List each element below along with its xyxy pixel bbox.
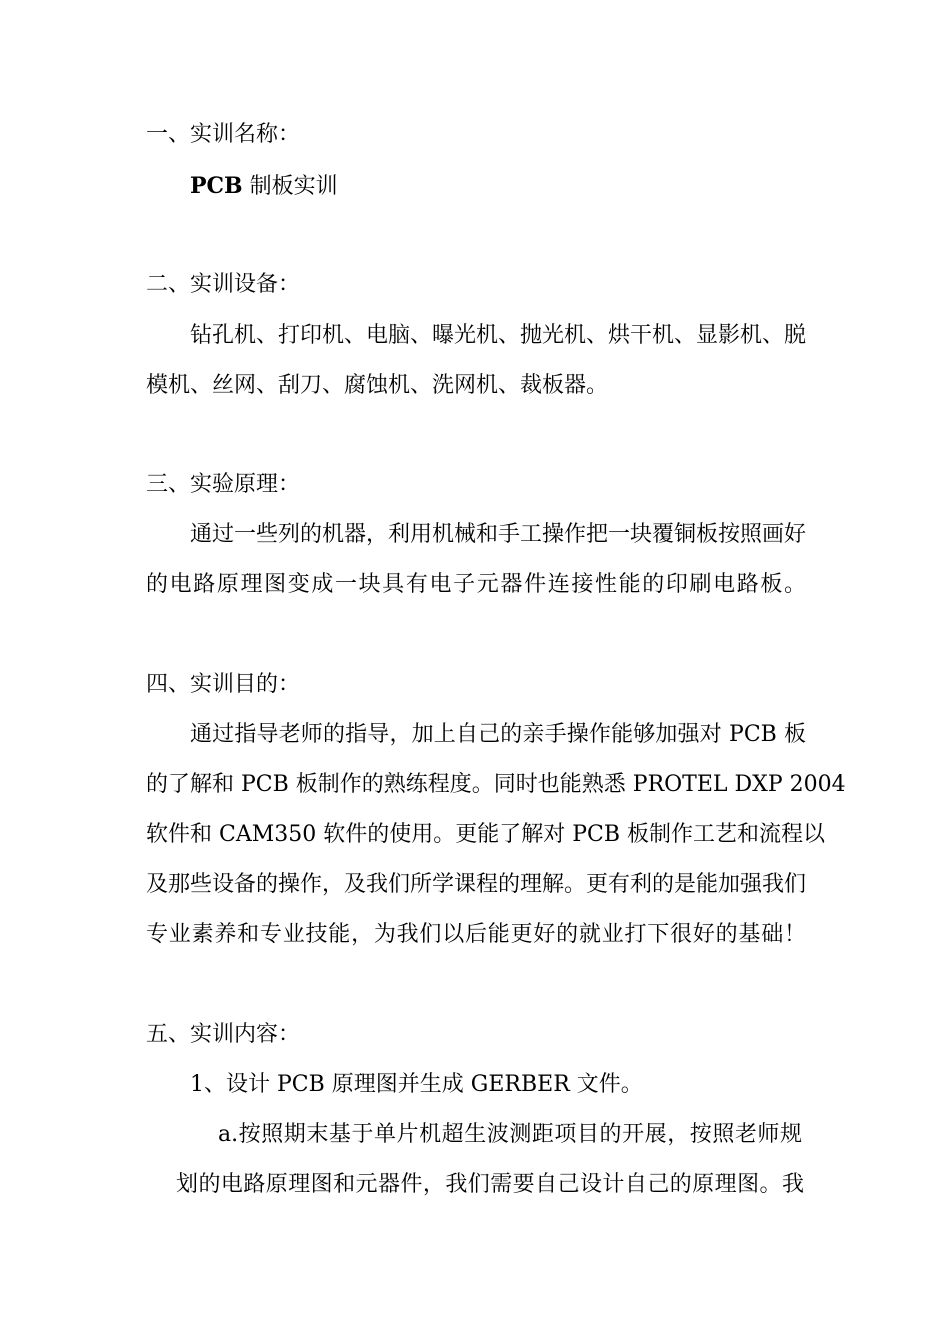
section-2-line-1: 钻孔机、打印机、电脑、曝光机、抛光机、烘干机、显影机、脱	[190, 323, 807, 348]
section-1-body	[190, 172, 338, 201]
section-5-item-1: 1、设计 PCB 原理图并生成 GERBER 文件。	[190, 1072, 643, 1097]
section-4-heading: 四、实训目的：	[146, 672, 301, 697]
section-1-body-bold: PCB	[190, 173, 243, 199]
section-5-heading: 五、实训内容：	[146, 1022, 301, 1047]
section-2-heading: 二、实训设备：	[146, 272, 301, 297]
section-4-line-3: 软件和 CAM350 软件的使用。更能了解对 PCB 板制作工艺和流程以	[146, 822, 826, 847]
section-4-line-5: 专业素养和专业技能，为我们以后能更好的就业打下很好的基础！	[146, 922, 806, 947]
section-1-body-rest: 制板实训	[242, 174, 338, 199]
section-4-line-2: 的了解和 PCB 板制作的熟练程度。同时也能熟悉 PROTEL DXP 2004	[146, 772, 846, 797]
section-2-line-2: 模机、丝网、刮刀、腐蚀机、洗网机、裁板器。	[146, 373, 609, 398]
section-3-line-1: 通过一些列的机器，利用机械和手工操作把一块覆铜板按照画好	[190, 522, 807, 547]
section-4-line-4: 及那些设备的操作，及我们所学课程的理解。更有利的是能加强我们	[146, 872, 807, 897]
section-5-item-1a-line-2: 划的电路原理图和元器件，我们需要自己设计自己的原理图。我	[176, 1172, 804, 1197]
section-1-heading: 一、实训名称：	[146, 122, 301, 147]
section-3-heading: 三、实验原理：	[146, 472, 301, 497]
section-5-item-1a-line-1: a.按照期末基于单片机超生波测距项目的开展，按照老师规	[218, 1122, 802, 1147]
section-3-line-2: 的电路原理图变成一块具有电子元器件连接性能的印刷电路板。	[146, 572, 806, 597]
section-4-line-1: 通过指导老师的指导，加上自己的亲手操作能够加强对 PCB 板	[190, 722, 806, 747]
